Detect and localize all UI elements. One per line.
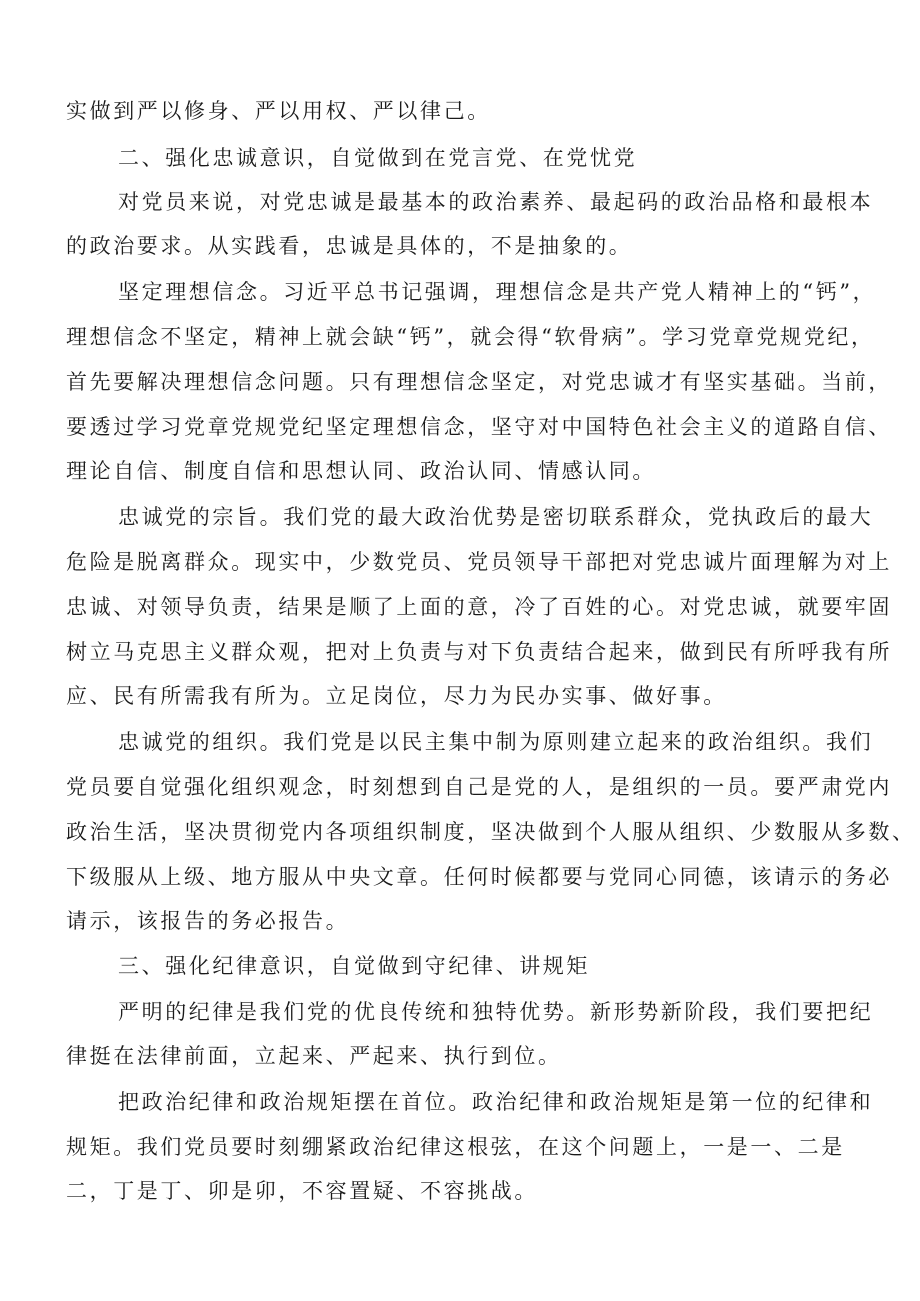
text-line-15: 忠诚党的组织。我们党是以民主集中制为原则建立起来的政治组织。我们 [118, 730, 874, 754]
text-line-7: 首先要解决理想信念问题。只有理想信念坚定，对党忠诚才有坚实基础。当前， [66, 370, 892, 394]
text-line-9: 理论自信、制度自信和思想认同、政治认同、情感认同。 [66, 459, 656, 483]
text-line-21: 严明的纪律是我们党的优良传统和独特优势。新形势新阶段，我们要把纪 [118, 1000, 874, 1024]
text-line-6: 理想信念不坚定，精神上就会缺“钙”，就会得“软骨病”。学习党章党规党纪， [66, 325, 875, 349]
text-line-4: 的政治要求。从实践看，忠诚是具体的，不是抽象的。 [66, 234, 633, 258]
text-line-23: 把政治纪律和政治规矩摆在首位。政治纪律和政治规矩是第一位的纪律和 [118, 1090, 874, 1114]
text-line-5: 坚定理想信念。习近平总书记强调，理想信念是共产党人精神上的“钙”， [118, 280, 877, 304]
text-line-12: 忠诚、对领导负责，结果是顺了上面的意，冷了百姓的心。对党忠诚，就要牢固 [66, 595, 892, 619]
text-line-3: 对党员来说，对党忠诚是最基本的政治素养、最起码的政治品格和最根本 [118, 190, 874, 214]
text-line-11: 危险是脱离群众。现实中，少数党员、党员领导干部把对党忠诚片面理解为对上 [66, 550, 892, 574]
text-line-1: 实做到严以修身、严以用权、严以律己。 [66, 99, 491, 123]
text-line-14: 应、民有所需我有所为。立足岗位，尽力为民办实事、做好事。 [66, 684, 727, 708]
text-line-18: 下级服从上级、地方服从中央文章。任何时候都要与党同心同德，该请示的务必 [66, 865, 892, 889]
text-line-24: 规矩。我们党员要时刻绷紧政治纪律这根弦，在这个问题上，一是一、二是 [66, 1135, 845, 1159]
section-heading-3: 三、强化纪律意识，自觉做到守纪律、讲规矩 [118, 954, 590, 978]
text-line-25: 二，丁是丁、卯是卯，不容置疑、不容挑战。 [66, 1179, 538, 1203]
section-heading-2: 二、强化忠诚意识，自觉做到在党言党、在党忧党 [118, 146, 638, 170]
text-line-19: 请示，该报告的务必报告。 [66, 909, 350, 933]
text-line-8: 要透过学习党章党规党纪坚定理想信念，坚守对中国特色社会主义的道路自信、 [66, 415, 892, 439]
text-line-10: 忠诚党的宗旨。我们党的最大政治优势是密切联系群众，党执政后的最大 [118, 505, 874, 529]
text-line-17: 政治生活，坚决贯彻党内各项组织制度，坚决做到个人服从组织、少数服从多数、 [66, 820, 916, 844]
text-line-22: 律挺在法律前面，立起来、严起来、执行到位。 [66, 1044, 562, 1068]
text-line-13: 树立马克思主义群众观，把对上负责与对下负责结合起来，做到民有所呼我有所 [66, 640, 892, 664]
text-line-16: 党员要自觉强化组织观念，时刻想到自己是党的人，是组织的一员。要严肃党内 [66, 775, 892, 799]
